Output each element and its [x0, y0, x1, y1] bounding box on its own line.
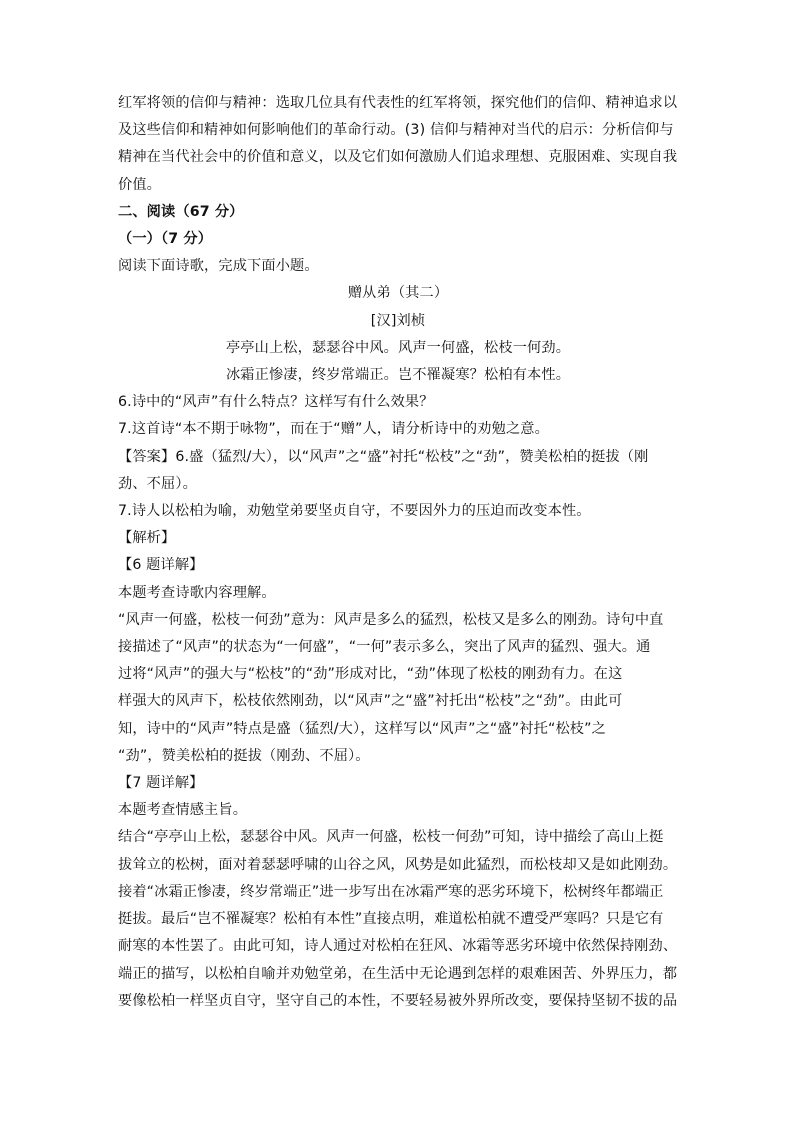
- q7-detail-label: 【7 题详解】: [118, 775, 204, 792]
- q7-detail-line: 本题考查情感主旨。: [118, 802, 248, 819]
- q7-detail-line: 拔耸立的松树，面对着瑟瑟呼啸的山谷之风，风势是如此猛烈，而松枝却又是如此刚劲。: [118, 856, 678, 873]
- q7-detail-line: 端正的描写，以松柏自喻并劝勉堂弟，在生活中无论遇到怎样的艰难困苦、外界压力，都: [118, 965, 678, 982]
- q6-detail-line: “风声一何盛，松枝一何劲”意为：风声是多么的猛烈，松枝又是多么的刚劲。诗句中直: [118, 611, 664, 628]
- subsection-heading: （一）（7 分）: [118, 231, 213, 248]
- intro-line: 及这些信仰和精神如何影响他们的革命行动。(3) 信仰与精神对当代的启示：分析信仰与: [118, 122, 674, 139]
- poem-author: [汉]刘桢: [370, 312, 426, 329]
- instruction-text: 阅读下面诗歌，完成下面小题。: [118, 258, 319, 275]
- question-6: 6.诗中的“风声”有什么特点？这样写有什么效果？: [118, 394, 434, 411]
- section-heading: 二、阅读（67 分）: [118, 203, 244, 220]
- intro-line: 红军将领的信仰与精神：选取几位具有代表性的红军将领，探究他们的信仰、精神追求以: [118, 95, 678, 111]
- intro-line: 价值。: [118, 176, 162, 193]
- question-7: 7.这首诗“本不期于咏物”，而在于“赠”人，请分析诗中的劝勉之意。: [118, 421, 549, 438]
- q7-detail-line: 要像松柏一样坚贞自守，坚守自己的本性，不要轻易被外界所改变，要保持坚韧不拔的品: [118, 992, 678, 1009]
- q7-detail-line: 接着“冰霜正惨凄，终岁常端正”进一步写出在冰霜严寒的恶劣环境下，松树终年都端正: [118, 883, 664, 900]
- poem-title: 赠从弟（其二）: [347, 285, 449, 302]
- q7-detail-line: 结合“亭亭山上松，瑟瑟谷中风。风声一何盛，松枝一何劲”可知，诗中描绘了高山上挺: [118, 829, 664, 846]
- intro-line: 精神在当代社会中的价值和意义，以及它们如何激励人们追求理想、克服困难、实现自我: [118, 149, 678, 166]
- q6-detail-line: 本题考查诗歌内容理解。: [118, 584, 276, 601]
- q6-detail-line: 知，诗中的“风声”特点是盛（猛烈/大），这样写以“风声”之“盛”衬托“松枝”之: [118, 720, 606, 737]
- q6-detail-line: 样强大的风声下，松枝依然刚劲，以“风声”之“盛”衬托出“松枝”之“劲”。由此可: [118, 693, 623, 710]
- q6-detail-line: 过将“风声”的强大与“松枝”的“劲”形成对比，“劲”体现了松枝的刚劲有力。在这: [118, 666, 623, 683]
- answer-line: 劲、不屈）。: [118, 475, 197, 492]
- poem-line: 亭亭山上松，瑟瑟谷中风。风声一何盛，松枝一何劲。: [225, 339, 571, 356]
- q6-detail-line: “劲”，赞美松柏的挺拔（刚劲、不屈）。: [118, 747, 370, 764]
- answer-line: 7.诗人以松柏为喻，劝勉堂弟要坚贞自守，不要因外力的压迫而改变本性。: [118, 503, 591, 520]
- answer-line: 【答案】6.盛（猛烈/大），以“风声”之“盛”衬托“松枝”之“劲”，赞美松柏的挺拔（刚: [118, 448, 649, 465]
- q6-detail-line: 接描述了“风声”的状态为“一何盛”，“一何”表示多么，突出了风声的猛烈、强大。通: [118, 639, 651, 656]
- q6-detail-label: 【6 题详解】: [118, 557, 204, 574]
- q7-detail-line: 耐寒的本性罢了。由此可知，诗人通过对松柏在狂风、冰霜等恶劣环境中依然保持刚劲、: [118, 938, 678, 955]
- q7-detail-line: 挺拔。最后“岂不罹凝寒？松柏有本性”直接点明，难道松柏就不遭受严寒吗？只是它有: [118, 911, 664, 928]
- analysis-label: 【解析】: [118, 530, 176, 547]
- poem-line: 冰霜正惨凄，终岁常端正。岂不罹凝寒？松柏有本性。: [225, 367, 571, 384]
